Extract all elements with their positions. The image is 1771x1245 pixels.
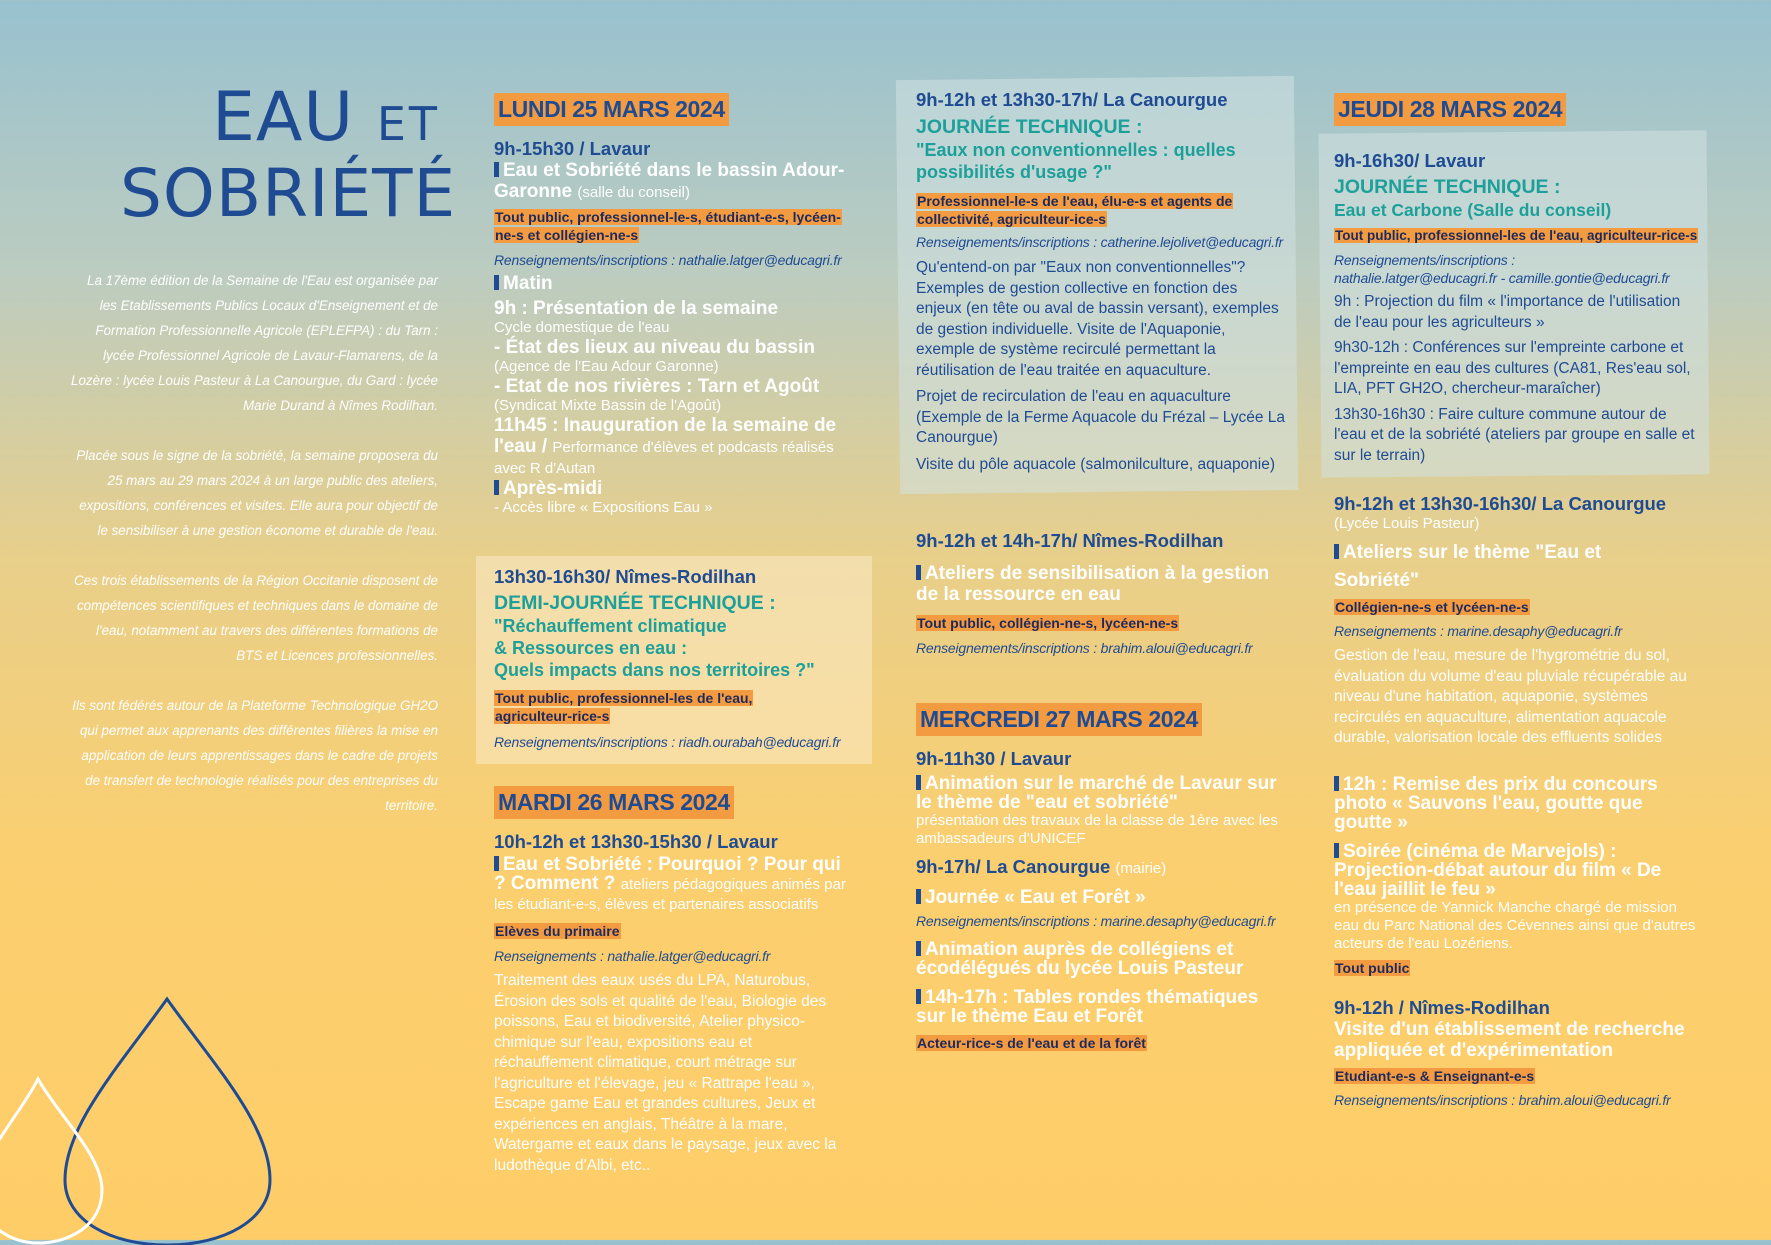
demi-journee-line-1: "Réchauffement climatique bbox=[494, 616, 727, 636]
registration-label: Renseignements/inscriptions : bbox=[1334, 252, 1515, 268]
lundi-section bbox=[494, 93, 854, 517]
jeudi-canourgue-section bbox=[1334, 493, 1704, 1109]
lundi-item-2-sub: (Agence de l'Eau Adour Garonne) bbox=[494, 358, 719, 375]
audience-badge: Collégien-ne-s et lycéen-ne-s bbox=[1335, 599, 1529, 615]
jeudi-lavaur-section bbox=[1334, 150, 1700, 466]
mercredi-event-2: Journée « Eau et Forêt » bbox=[916, 887, 1286, 908]
lundi-item-1: 9h : Présentation de la semaine bbox=[494, 298, 779, 319]
audience-badge: Tout public, collégien-ne-s, lycéen-ne-s bbox=[917, 615, 1179, 631]
mercredi-time-1: 9h-11h30 / Lavaur bbox=[916, 748, 1072, 769]
mercredi-time-2: 9h-17h/ La Canourgue (mairie) bbox=[916, 856, 1167, 877]
mercredi-event-4: 14h-17h : Tables rondes thématiques sur le thème Eau et Forêt bbox=[916, 987, 1259, 1027]
lundi-item-3-sub: (Syndicat Mixte Bassin de l'Agoût) bbox=[494, 397, 722, 414]
page-title-line-2: SOBRIÉTÉ bbox=[120, 155, 457, 232]
lundi-item-1-sub: Cycle domestique de l'eau bbox=[494, 319, 670, 336]
lundi-time-2: 13h30-16h30/ Nîmes-Rodilhan bbox=[494, 566, 757, 587]
registration-info: Renseignements/inscriptions : brahim.aloui@educagri.fr bbox=[1334, 1091, 1671, 1108]
registration-info: Renseignements/inscriptions : brahim.aloui@educagri.fr bbox=[916, 640, 1253, 656]
jeudi-event-5: Visite d'un établissement de recherche appliquée et d'expérimentation bbox=[1334, 1018, 1685, 1061]
canourgue-body-1: Qu'entend-on par "Eaux non conventionnelles"? Exemples de gestion collective en fonction des enjeux (en tête ou aval de bassin versant), exemples de gestion individuelle. Visite de l'Aquaponie, exemple de système recirculé permettant la réutilisation de l'eau traitée en aquaculture. bbox=[916, 259, 1279, 379]
intro-paragraph-4: Ils sont fédérés autour de la Plateforme Technologique GH2O qui permet aux apprenants des différentes filières la mise en application de leurs apprentissages dans le cadre de projets de transfert de technologie réalisés pour des entreprises du territoire. bbox=[72, 698, 438, 813]
mercredi-event-3: Animation auprès de collégiens et écodélégués du lycée Louis Pasteur bbox=[916, 939, 1244, 979]
water-drop-small-icon bbox=[0, 1075, 110, 1245]
audience-badge: Acteur-rice-s de l'eau et de la forêt bbox=[917, 1035, 1146, 1051]
jeudi-event-3: 12h : Remise des prix du concours photo « Sauvons l'eau, goutte que goutte » bbox=[1334, 773, 1658, 833]
registration-info: Renseignements/inscriptions : riadh.ourabah@educagri.fr bbox=[494, 734, 841, 750]
lundi-item-2: - État des lieux au niveau du bassin bbox=[494, 337, 815, 358]
mardi-event-2: Ateliers de sensibilisation à la gestion de la ressource en eau bbox=[916, 563, 1270, 605]
mardi-event-1: Eau et Sobriété : Pourquoi ? Pour qui ? Comment ? ateliers pédagogiques animés par les étudiant-e-s, élèves et partenaires associatifs bbox=[494, 854, 846, 913]
registration-info: Renseignements/inscriptions : catherine.lejolivet@educagri.fr bbox=[916, 234, 1283, 250]
audience-badge: Tout public, professionnel-le-s, étudiant-e-s, lycéen-ne-s et collégien-ne-s bbox=[495, 209, 841, 243]
intro-paragraph-2: Placée sous le signe de la sobriété, la semaine proposera du 25 mars au 29 mars 2024 à un large public des ateliers, expositions, conférences et visites. Elle aura pour objectif de le sensibiliser à une gestion économe et durable de l'eau. bbox=[76, 448, 438, 538]
day-header-lundi: LUNDI 25 MARS 2024 bbox=[494, 93, 729, 126]
audience-badge: Professionnel-le-s de l'eau, élu-e-s et agents de collectivité, agriculteur-ice-s bbox=[917, 193, 1233, 227]
audience-badge: Tout public bbox=[1335, 959, 1410, 976]
intro-paragraph-1: La 17ème édition de la Semaine de l'Eau est organisée par les Etablissements Publics Locaux d'Enseignement et de Formation Professionnelle Agricole (EPLEFPA) : du Tarn : lycée Professionnel Agricole de Lavaur-Flamarens, de la Lozère : lycée Louis Pasteur à La Canourgue, du Gard : lycée Marie Durand à Nîmes Rodilhan. bbox=[71, 273, 438, 413]
mercredi-event-1: Animation sur le marché de Lavaur sur le thème de "eau et sobriété" bbox=[916, 773, 1277, 813]
intro-text bbox=[70, 268, 438, 843]
registration-info: Renseignements/inscriptions : marine.desaphy@educagri.fr bbox=[916, 913, 1276, 929]
mardi-nimes-section bbox=[916, 530, 1286, 657]
jeudi-body-2: 9h30-12h : Conférences sur l'empreinte carbone et l'empreinte en eau des cultures (CA81, Res'eau sol, LIA, PFT GH2O, chercheur-maraîcher) bbox=[1334, 339, 1691, 397]
intro-paragraph-3: Ces trois établissements de la Région Occitanie disposent de compétences scientifiques et techniques dans le domaine de l'eau, notamment au travers des différentes formations de BTS et Licences professionnelles. bbox=[74, 573, 438, 663]
mardi-body: Traitement des eaux usés du LPA, Naturobus, Érosion des sols et qualité de l'eau, Biologie des poissons, Eau et biodiversité, Atelier physico-chimique sur l'eau, expositions eau et réchauffement climatique, court métrage sur l'agriculture et l'élevage, jeu « Rattrape l'eau », Escape game Eau et grandes cultures, Jeux et expériences en anglais, Théâtre à la mare, Watergame et eaux dans le paysage, jeux avec la ludothèque d'Albi, etc.. bbox=[494, 972, 837, 1174]
demi-journee-section bbox=[494, 566, 864, 751]
lundi-item-3: - Etat de nos rivières : Tarn et Agoût bbox=[494, 376, 820, 397]
jeudi-header bbox=[1334, 93, 1704, 126]
jeudi-event-2: Ateliers sur le thème "Eau et Sobriété" bbox=[1334, 542, 1602, 591]
lundi-apres-midi: Après-midi bbox=[494, 478, 854, 499]
jeudi-body-1: 9h : Projection du film « l'importance de l'utilisation de l'eau pour les agriculteurs » bbox=[1334, 293, 1681, 331]
day-header-mardi: MARDI 26 MARS 2024 bbox=[494, 786, 734, 819]
canourgue-body-3: Visite du pôle aquacole (salmonilculture, aquaponie) bbox=[916, 455, 1276, 473]
demi-journee-line-3: Quels impacts dans nos territoires ?" bbox=[494, 660, 815, 680]
jeudi-body-4: Gestion de l'eau, mesure de l'hygrométrie du sol, évaluation du volume d'eau pluviale récupérable au niveau d'une habitation, aquaponie, systèmes recirculés en aquaculture, alimentation aquacole durable, valorisation locale des effluents solides bbox=[1334, 647, 1687, 746]
lundi-item-4: 11h45 : Inauguration de la semaine de l'eau / Performance d'élèves et podcasts réalisés avec R d'Autan bbox=[494, 415, 837, 477]
jeudi-time-3: 9h-12h / Nîmes-Rodilhan bbox=[1334, 996, 1550, 1018]
jeudi-event-4-sub: en présence de Yannick Manche chargé de mission eau du Parc National des Cévennes ainsi que d'autres acteurs de l'eau Lozériens. bbox=[1334, 898, 1696, 952]
jeudi-time-2-sub: (Lycée Louis Pasteur) bbox=[1334, 515, 1480, 532]
registration-info: Renseignements : nathalie.latger@educagri.fr bbox=[494, 948, 771, 964]
registration-info: Renseignements : marine.desaphy@educagri.fr bbox=[1334, 623, 1623, 639]
lundi-matin: Matin bbox=[494, 273, 854, 294]
demi-journee-title: DEMI-JOURNÉE TECHNIQUE : bbox=[494, 592, 776, 614]
jeudi-technique-subtitle: Eau et Carbone (Salle du conseil) bbox=[1334, 200, 1612, 220]
mardi-time-3: 9h-12h et 14h-17h/ Nîmes-Rodilhan bbox=[916, 530, 1224, 551]
audience-badge: Elèves du primaire bbox=[495, 923, 620, 939]
audience-badge: Etudiant-e-s & Enseignant-e-s bbox=[1335, 1067, 1535, 1084]
mardi-section bbox=[494, 786, 854, 1176]
canourgue-body-2: Projet de recirculation de l'eau en aquaculture (Exemple de la Ferme Aquacole du Frézal – Lycée La Canourgue) bbox=[916, 388, 1286, 446]
registration-info: nathalie.latger@educagri.fr - camille.gontie@educagri.fr bbox=[1334, 270, 1670, 286]
lundi-event-1: Eau et Sobriété dans le bassin Adour-Garonne (salle du conseil) bbox=[494, 160, 845, 202]
mardi-time-2: 9h-12h et 13h30-17h/ La Canourgue bbox=[916, 89, 1228, 110]
mercredi-section bbox=[916, 703, 1286, 1052]
journee-technique-title: JOURNÉE TECHNIQUE : bbox=[916, 116, 1143, 138]
registration-info: Renseignements/inscriptions : nathalie.latger@educagri.fr bbox=[494, 252, 842, 268]
audience-badge: Tout public, professionnel-les de l'eau, agriculteur-rice-s bbox=[1335, 228, 1698, 243]
day-header-jeudi: JEUDI 28 MARS 2024 bbox=[1334, 93, 1566, 126]
demi-journee-line-2: & Ressources en eau : bbox=[494, 638, 688, 658]
mercredi-event-1-sub: présentation des travaux de la classe de 1ère avec les ambassadeurs d'UNICEF bbox=[916, 812, 1278, 847]
page-title-line-1: EAU ET bbox=[211, 78, 440, 157]
mardi-time-1: 10h-12h et 13h30-15h30 / Lavaur bbox=[494, 831, 778, 852]
lundi-apres-midi-sub: - Accès libre « Expositions Eau » bbox=[494, 499, 713, 516]
jeudi-event-4: Soirée (cinéma de Marvejols) : Projection-débat autour du film « De l'eau jaillit le feu » bbox=[1334, 840, 1662, 900]
jeudi-time-1: 9h-16h30/ Lavaur bbox=[1334, 150, 1486, 171]
jeudi-time-2: 9h-12h et 13h30-16h30/ La Canourgue bbox=[1334, 493, 1667, 514]
mardi-canourgue-section bbox=[916, 89, 1286, 475]
journee-technique-subtitle: "Eaux non conventionnelles : quelles possibilités d'usage ?" bbox=[916, 140, 1236, 182]
day-header-mercredi: MERCREDI 27 MARS 2024 bbox=[916, 703, 1202, 736]
jeudi-body-3: 13h30-16h30 : Faire culture commune autour de l'eau et de la sobriété (ateliers par groupe en salle et sur le terrain) bbox=[1334, 405, 1695, 464]
lundi-time-1: 9h-15h30 / Lavaur bbox=[494, 138, 651, 159]
audience-badge: Tout public, professionnel-les de l'eau, agriculteur-rice-s bbox=[495, 690, 753, 724]
jeudi-technique-title: JOURNÉE TECHNIQUE : bbox=[1334, 176, 1561, 198]
